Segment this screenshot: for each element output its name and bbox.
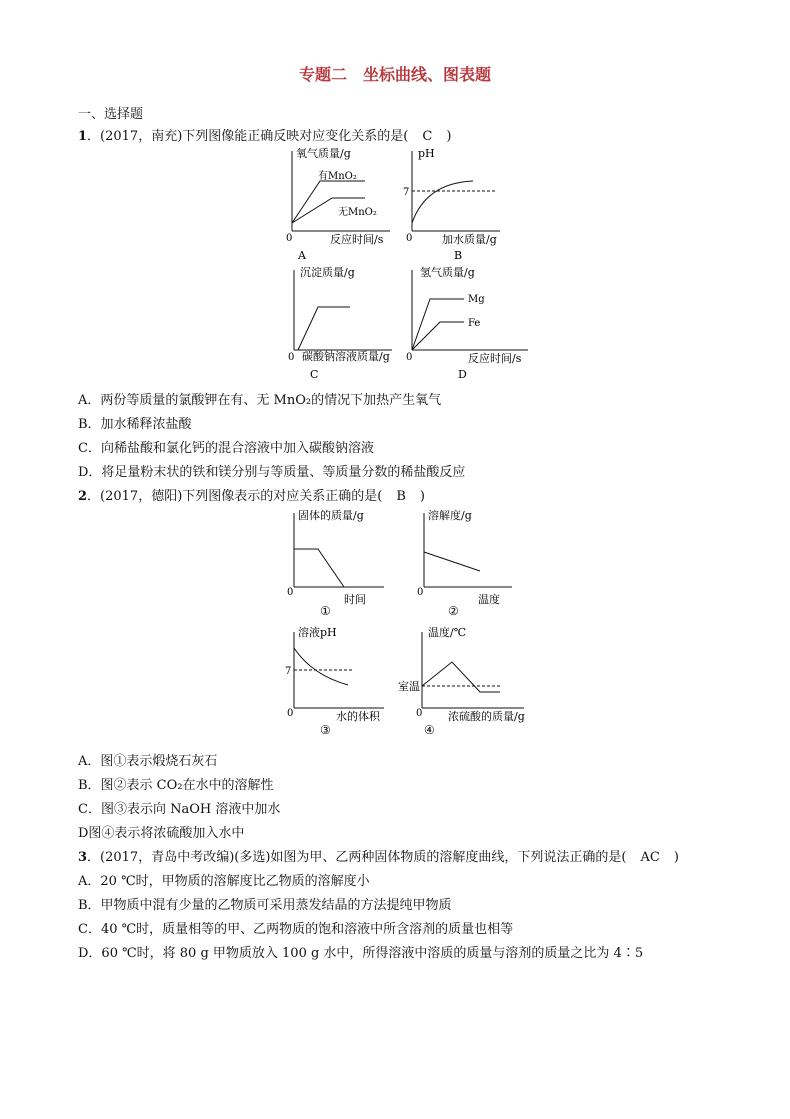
origin-label: 0: [287, 587, 294, 598]
graph-a: [280, 143, 400, 263]
x-axis-label: 浓硫酸的质量/g: [448, 710, 525, 723]
y-axis-label: pH: [418, 147, 435, 160]
curve-label-with-mno2: 有MnO₂: [318, 171, 357, 182]
y-axis-label: 温度/℃: [428, 626, 467, 639]
question-number: 2: [78, 489, 88, 504]
q2-option-c: C．图③表示向 NaOH 溶液中加水: [78, 802, 281, 817]
graph-caption: ③: [320, 723, 331, 737]
question-number: 1: [78, 129, 88, 144]
q2-option-b: B．图②表示 CO₂在水中的溶解性: [78, 778, 274, 793]
origin-label: 0: [287, 708, 294, 719]
question-2-stem: 2．(2017，德阳)下列图像表示的对应关系正确的是( B ): [78, 489, 425, 504]
page-title: 专题二 坐标曲线、图表题: [298, 65, 491, 84]
section-heading: 一、选择题: [78, 107, 144, 122]
x-axis-label: 温度: [478, 593, 500, 606]
q3-option-d: D．60 ℃时，将 80 g 甲物质放入 100 g 水中，所得溶液中溶质的质量与溶剂的质量之比为 4∶5: [78, 946, 644, 961]
origin-label: 0: [416, 708, 423, 719]
q3-option-b: B．甲物质中混有少量的乙物质可采用蒸发结晶的方法提纯甲物质: [78, 898, 452, 913]
curve-label-mg: Mg: [468, 294, 485, 305]
x-axis-label: 反应时间/s: [468, 352, 522, 365]
q3-option-a: A．20 ℃时，甲物质的溶解度比乙物质的溶解度小: [78, 874, 370, 889]
y-axis-label: 溶解度/g: [428, 509, 472, 522]
question-text: ．(2017，南充)下列图像能正确反映对应变化关系的是(: [87, 129, 409, 144]
origin-label: 0: [406, 233, 413, 244]
graph-caption: B: [454, 249, 463, 262]
curve-label-fe: Fe: [468, 318, 481, 329]
x-axis-label: 碳酸钠溶液质量/g: [302, 350, 390, 363]
y-axis-label: 沉淀质量/g: [300, 266, 355, 279]
graph-caption: ①: [320, 604, 331, 618]
q1-option-d: D．将足量粉末状的铁和镁分别与等质量、等质量分数的稀盐酸反应: [78, 465, 466, 480]
graph-b: [398, 143, 508, 263]
origin-label: 0: [406, 352, 413, 363]
curve-label-without-mno2: 无MnO₂: [338, 207, 377, 218]
answer: B: [396, 489, 406, 504]
origin-label: 0: [286, 233, 293, 244]
graph-1: [284, 505, 394, 620]
q2-option-a: A．图①表示煅烧石灰石: [78, 754, 218, 769]
question-text: ．(2017，青岛中考改编)(多选)如图为甲、乙两种固体物质的溶解度曲线，下列说法正确的是(: [87, 850, 627, 865]
graph-2: [412, 505, 522, 620]
graph-3: [284, 620, 404, 740]
room-temp-mark: 室温: [398, 680, 420, 693]
graph-d: [398, 262, 538, 382]
q2-option-d: D图④表示将浓硫酸加入水中: [78, 826, 245, 841]
origin-label: 0: [417, 587, 424, 598]
ph-7-mark: 7: [285, 666, 292, 677]
x-axis-label: 水的体积: [336, 710, 380, 723]
graph-c: [282, 262, 407, 382]
y-axis-label: 氢气质量/g: [420, 266, 475, 279]
graph-4: [394, 620, 534, 740]
graph-caption: D: [458, 368, 467, 381]
question-3-stem: 3．(2017，青岛中考改编)(多选)如图为甲、乙两种固体物质的溶解度曲线，下列说法正确的是( AC ): [78, 850, 679, 865]
answer: C: [422, 129, 433, 144]
q1-option-a: A．两份等质量的氯酸钾在有、无 MnO₂的情况下加热产生氧气: [78, 393, 442, 408]
ph-7-mark: 7: [403, 187, 410, 198]
graph-caption: ②: [448, 604, 459, 618]
y-axis-label: 溶液pH: [298, 626, 337, 639]
q3-option-c: C．40 ℃时，质量相等的甲、乙两物质的饱和溶液中所含溶剂的质量也相等: [78, 922, 514, 937]
question-number: 3: [78, 850, 88, 865]
x-axis-label: 时间: [344, 593, 366, 606]
x-axis-label: 反应时间/s: [330, 233, 384, 246]
y-axis-label: 固体的质量/g: [298, 509, 364, 522]
graph-caption: A: [298, 249, 306, 262]
origin-label: 0: [288, 352, 295, 363]
q1-option-b: B．加水稀释浓盐酸: [78, 417, 192, 432]
y-axis-label: 氧气质量/g: [296, 147, 351, 160]
answer: AC: [640, 850, 660, 865]
question-1-stem: 1．(2017，南充)下列图像能正确反映对应变化关系的是( C ): [78, 129, 452, 144]
graph-caption: C: [310, 368, 319, 381]
question-text: ．(2017，德阳)下列图像表示的对应关系正确的是(: [87, 489, 383, 504]
q1-option-c: C．向稀盐酸和氯化钙的混合溶液中加入碳酸钠溶液: [78, 441, 374, 456]
x-axis-label: 加水质量/g: [442, 233, 497, 246]
graph-caption: ④: [424, 723, 435, 737]
